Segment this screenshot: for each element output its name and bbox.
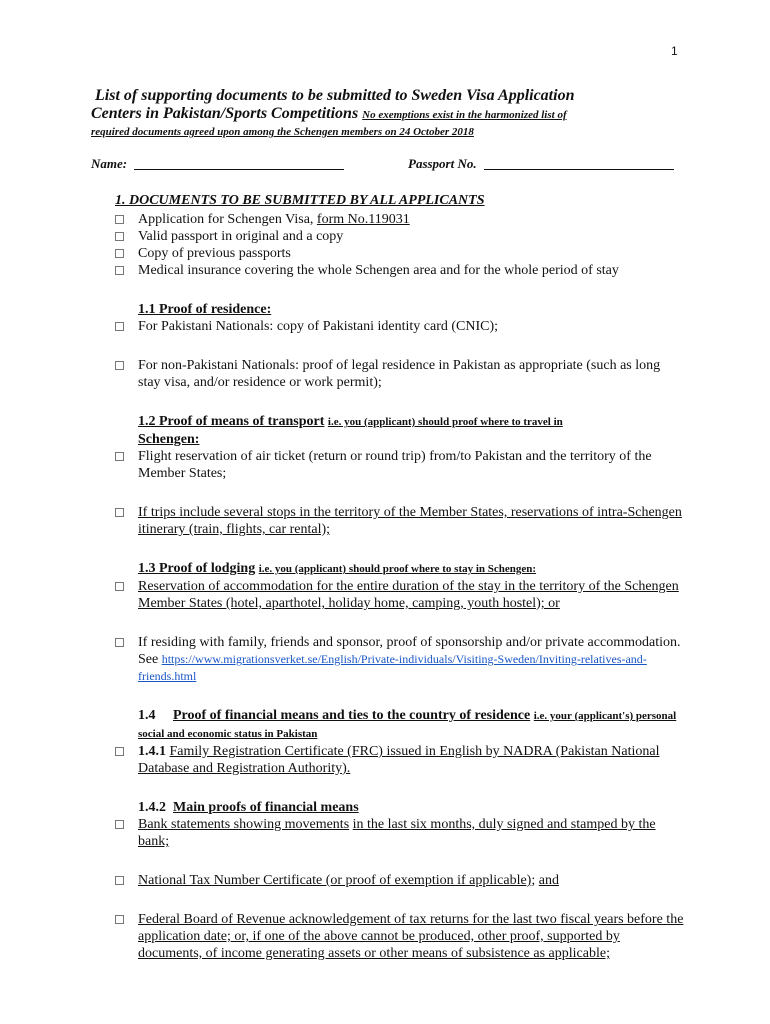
section-1-3-heading — [115, 560, 685, 578]
insurance-text: Medical insurance covering the whole Schengen area and for the whole period of stay — [138, 263, 619, 278]
page-number: 1 — [671, 44, 678, 58]
cnic-text: For Pakistani Nationals: copy of Pakistani identity card (CNIC); — [138, 319, 499, 334]
checkbox-icon[interactable] — [115, 747, 124, 756]
ntn-text: National Tax Number Certificate (or proof of exemption if applicable) — [138, 873, 532, 888]
fbr-text: Federal Board of Revenue acknowledgement of tax returns for the last two fiscal years before the application date; or, if one of the above cannot be produced, other proof, supported by documents, of income generating assets or other means of subsistence as applicable; — [138, 912, 684, 961]
list-item-previous-passports — [115, 245, 685, 262]
section-1-4-number: 1.4 — [138, 708, 156, 723]
frc-number: 1.4.1 — [138, 744, 166, 759]
name-label: Name: — [91, 156, 128, 171]
sponsorship-text: If residing with family, friends and sponsor, proof of sponsorship and/or private accommodation. See — [138, 635, 681, 667]
form-link[interactable]: form No.119031 — [316, 212, 410, 227]
residence-text: For non-Pakistani Nationals: proof of legal residence in Pakistan as appropriate (such as long stay visa, and/or residence or work permit); — [138, 358, 661, 390]
checkbox-icon[interactable] — [115, 876, 124, 885]
section-1-2-title: 1.2 Proof of means of transport — [138, 414, 325, 429]
list-item-flight — [115, 448, 685, 482]
itinerary-text: If trips include several stops in the territory of the Member States, reservations of intra-Schengen itinerary (train, flights, car rental); — [138, 505, 682, 537]
document-title — [91, 87, 691, 140]
title-line-2-main: Centers in Pakistan/Sports Competitions — [91, 105, 359, 122]
passport-field[interactable] — [484, 169, 674, 170]
document-body — [115, 192, 685, 962]
checkbox-icon[interactable] — [115, 249, 124, 258]
list-item-application — [115, 211, 685, 228]
list-item-residence — [115, 357, 685, 391]
checkbox-icon[interactable] — [115, 582, 124, 591]
title-line-2 — [91, 105, 691, 124]
passport-text: Valid passport in original and a copy — [138, 229, 344, 244]
previous-passports-text: Copy of previous passports — [138, 246, 291, 261]
checkbox-icon[interactable] — [115, 820, 124, 829]
section-1-4-2-title: Main proofs of financial means — [173, 800, 359, 815]
section-1-2-cont: Schengen: — [138, 432, 200, 447]
checkbox-icon[interactable] — [115, 361, 124, 370]
checkbox-icon[interactable] — [115, 638, 124, 647]
application-text: Application for Schengen Visa, — [138, 212, 317, 227]
migrationsverket-link[interactable]: https://www.migrationsverket.se/English/Private-individuals/Visiting-Sweden/Inviting-relatives-and-friends.html — [138, 652, 647, 683]
list-item-passport — [115, 228, 685, 245]
list-item-bank-statements — [115, 816, 685, 850]
section-1-1-title: 1.1 Proof of residence: — [138, 302, 272, 317]
section-1-1-heading — [115, 301, 685, 318]
ntn-separator: ; — [531, 873, 539, 888]
section-1-2-note: i.e. you (applicant) should proof where to travel in — [327, 416, 563, 428]
list-item-ntn — [115, 872, 685, 889]
ntn-and: and — [538, 873, 559, 888]
frc-text: Family Registration Certificate (FRC) issued in English by NADRA (Pakistan National Database and Registration Authority). — [138, 744, 660, 776]
section-1-4-title: Proof of financial means and ties to the country of residence — [173, 708, 531, 723]
list-item-sponsorship — [115, 634, 685, 685]
list-item-insurance — [115, 262, 685, 279]
list-item-fbr — [115, 911, 685, 962]
passport-label: Passport No. — [408, 156, 477, 171]
title-note-cont: required documents agreed upon among the Schengen members on 24 October 2018 — [91, 126, 474, 138]
title-note: No exemptions exist in the harmonized list of — [362, 109, 567, 121]
checkbox-icon[interactable] — [115, 915, 124, 924]
section-1-4-heading — [115, 707, 685, 743]
checkbox-icon[interactable] — [115, 508, 124, 517]
list-item-itinerary — [115, 504, 685, 538]
section-1-heading: 1. DOCUMENTS TO BE SUBMITTED BY ALL APPLICANTS — [115, 193, 485, 208]
checkbox-icon[interactable] — [115, 266, 124, 275]
checkbox-icon[interactable] — [115, 215, 124, 224]
list-item-cnic — [115, 318, 685, 335]
flight-text: Flight reservation of air ticket (return or round trip) from/to Pakistan and the territory of the Member States; — [138, 449, 652, 481]
section-1-3-title: 1.3 Proof of lodging — [138, 561, 256, 576]
bank-statements-detail: in the last six months, duly signed and stamped by the bank; — [138, 817, 656, 849]
title-line-1: List of supporting documents to be submitted to Sweden Visa Application — [95, 87, 575, 104]
section-1-4-note: i.e. your (applicant's) personal social and economic status in Pakistan — [138, 710, 677, 740]
section-1-4-2-number: 1.4.2 — [138, 800, 166, 815]
checkbox-icon[interactable] — [115, 452, 124, 461]
name-field[interactable] — [134, 169, 344, 170]
section-1-2-heading — [115, 413, 685, 448]
list-item-frc — [115, 743, 685, 777]
accommodation-text: Reservation of accommodation for the entire duration of the stay in the territory of the Schengen Member States (hotel, aparthotel, holiday home, camping, youth hostel); or — [138, 579, 679, 611]
section-1-3-note: i.e. you (applicant) should proof where to stay in Schengen: — [258, 563, 537, 575]
checkbox-icon[interactable] — [115, 232, 124, 241]
checkbox-icon[interactable] — [115, 322, 124, 331]
list-item-accommodation — [115, 578, 685, 612]
section-1-4-2-heading — [115, 799, 685, 816]
bank-statements-text: Bank statements showing movements — [138, 817, 350, 832]
